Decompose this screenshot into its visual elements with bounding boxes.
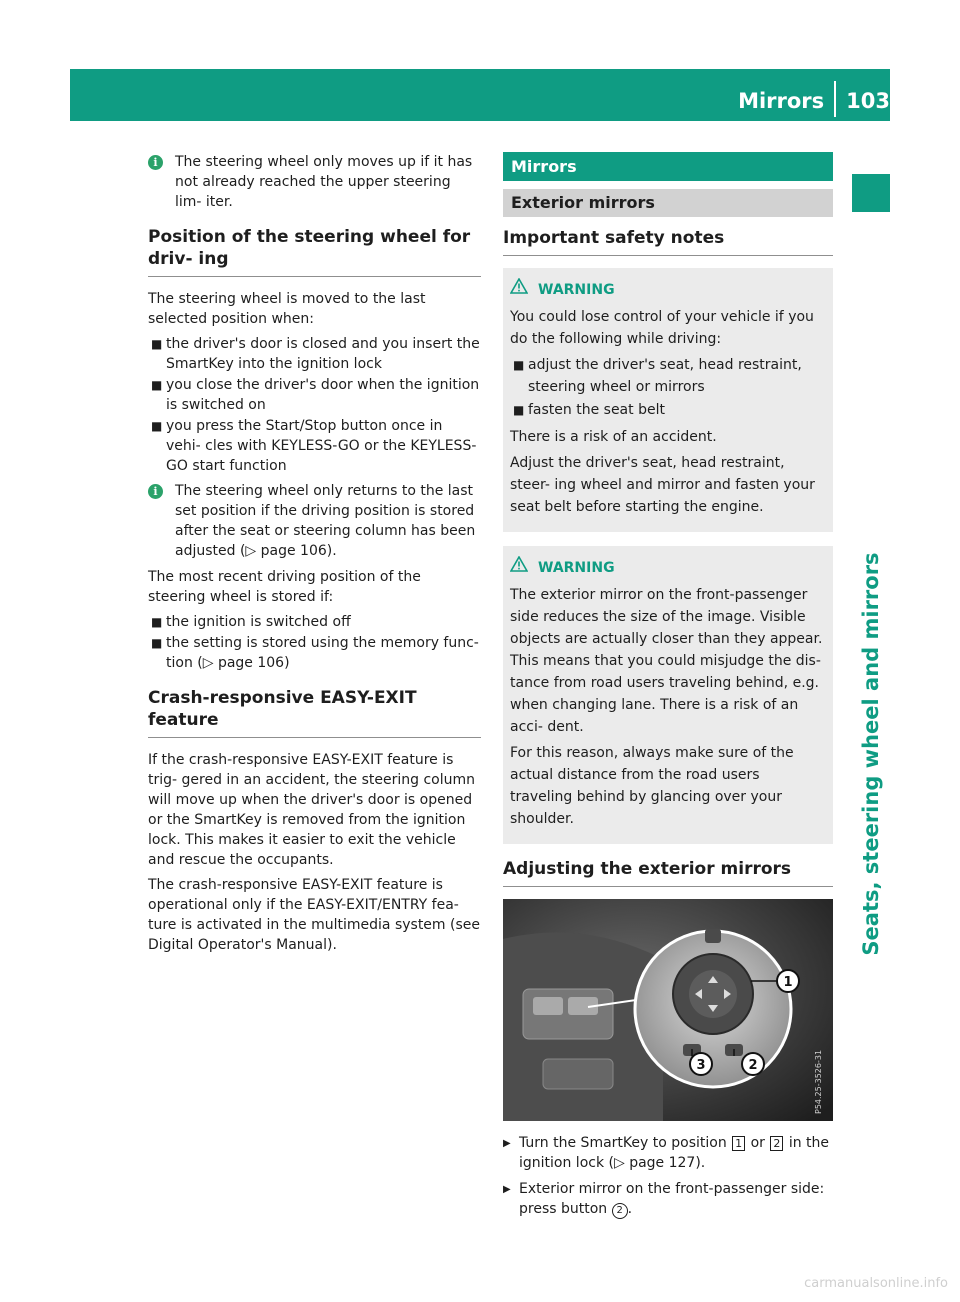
bullet-icon: ■	[151, 378, 163, 392]
info-note	[148, 481, 481, 561]
info-icon: i	[148, 484, 163, 499]
info-note	[148, 152, 481, 212]
info-text: The steering wheel only moves up if it has not already reached the upper steering lim- iter.	[175, 154, 473, 210]
warning-text: There is a risk of an accident.	[510, 429, 717, 445]
paragraph: The crash-responsive EASY-EXIT feature is operational only if the EASY-EXIT/ENTRY fea- ture is activated in the multimedia system (see Digital Operator's Manual).	[148, 877, 480, 953]
button-2-reference: 2	[612, 1203, 628, 1219]
chapter-tab	[852, 174, 890, 212]
right-column	[503, 152, 833, 1225]
heading-steering-position: Position of the steering wheel for driv- ing	[148, 226, 481, 277]
warning-box	[503, 268, 833, 532]
warning-box	[503, 546, 833, 844]
bullet-icon: ■	[151, 615, 163, 629]
bullet-icon: ■	[151, 337, 163, 351]
warning-text: You could lose control of your vehicle if you do the following while driving:	[510, 309, 814, 347]
subsection-title-bar: Exterior mirrors	[503, 189, 833, 217]
figure-code: P54.25-3526-31	[814, 1049, 823, 1114]
section-title-bar: Mirrors	[503, 152, 833, 181]
step-arrow-icon: ▶	[503, 1138, 511, 1149]
warning-header: WARNING	[510, 278, 826, 300]
step-arrow-icon: ▶	[503, 1184, 511, 1195]
list-item: ■ you close the driver's door when the ignition is switched on	[151, 377, 480, 413]
list-item: ■ the driver's door is closed and you insert the SmartKey into the ignition lock	[151, 336, 480, 372]
warning-text: The exterior mirror on the front-passenger side reduces the size of the image. Visible objects are actually closer than they appear. This means that you could misjudge the dis- tance from road users traveling behind, e.g. when changing lane. There is a risk of an acci- dent.	[510, 587, 823, 735]
header-divider	[834, 81, 836, 117]
mirror-control-figure	[503, 899, 833, 1121]
info-icon: i	[148, 155, 163, 170]
callout-2-label: 2	[748, 1058, 758, 1073]
key-position-2: 2	[770, 1136, 783, 1151]
heading-adjusting-mirrors: Adjusting the exterior mirrors	[503, 858, 833, 887]
bullet-icon: ■	[151, 419, 163, 433]
heading-safety-notes: Important safety notes	[503, 227, 833, 256]
list-item: ■ fasten the seat belt	[510, 399, 826, 421]
paragraph: The steering wheel is moved to the last selected position when:	[148, 291, 426, 327]
warning-text: Adjust the driver's seat, head restraint, steer- ing wheel and mirror and fasten your seat belt before starting the engine.	[510, 455, 815, 515]
list-item: ■ you press the Start/Stop button once in vehi- cles with KEYLESS-GO or the KEYLESS-GO start function	[151, 418, 477, 474]
callout-1-label: 1	[783, 975, 793, 990]
warning-icon	[510, 278, 530, 300]
left-column	[148, 152, 481, 960]
callout-3-label: 3	[696, 1058, 706, 1073]
warning-text: For this reason, always make sure of the actual distance from the road users traveling behind by glancing over your shoulder.	[510, 745, 794, 827]
heading-easy-exit: Crash-responsive EASY-EXIT feature	[148, 687, 481, 738]
bullet-icon: ■	[513, 403, 525, 417]
list-item: ■ adjust the driver's seat, head restraint, steering wheel or mirrors	[510, 354, 826, 398]
bullet-list	[148, 334, 481, 476]
info-text: The steering wheel only returns to the last set position if the driving position is stored after the seat or steering column has been adjusted (▷ page 106).	[175, 483, 476, 559]
list-item: ■ the ignition is switched off	[151, 614, 351, 630]
instruction-step: ▶ Turn the SmartKey to position 1 or 2 in the ignition lock (▷ page 127).	[503, 1135, 830, 1171]
warning-header: WARNING	[510, 556, 826, 578]
header-section: Mirrors	[738, 89, 825, 113]
door-panel-illustration	[503, 899, 833, 1121]
running-header	[590, 84, 890, 120]
bullet-list	[148, 612, 481, 673]
chapter-side-label: Seats, steering wheel and mirrors	[859, 552, 883, 956]
paragraph: The most recent driving position of the steering wheel is stored if:	[148, 569, 421, 605]
bullet-icon: ■	[513, 358, 525, 372]
key-position-1: 1	[732, 1136, 745, 1151]
warning-icon	[510, 556, 530, 578]
instruction-step: ▶ Exterior mirror on the front-passenger side: press button 2 .	[503, 1181, 825, 1217]
list-item: ■ the setting is stored using the memory func- tion (▷ page 106)	[151, 635, 479, 671]
page-number: 103	[846, 89, 890, 113]
paragraph: If the crash-responsive EASY-EXIT feature is trig- gered in an accident, the steering column will move up when the driver's door is opened or the SmartKey is removed from the ignition lock. This makes it easier to exit the vehicle and rescue the occupants.	[148, 752, 475, 868]
watermark: carmanualsonline.info	[804, 1276, 948, 1291]
bullet-list	[510, 354, 826, 421]
bullet-icon: ■	[151, 636, 163, 650]
